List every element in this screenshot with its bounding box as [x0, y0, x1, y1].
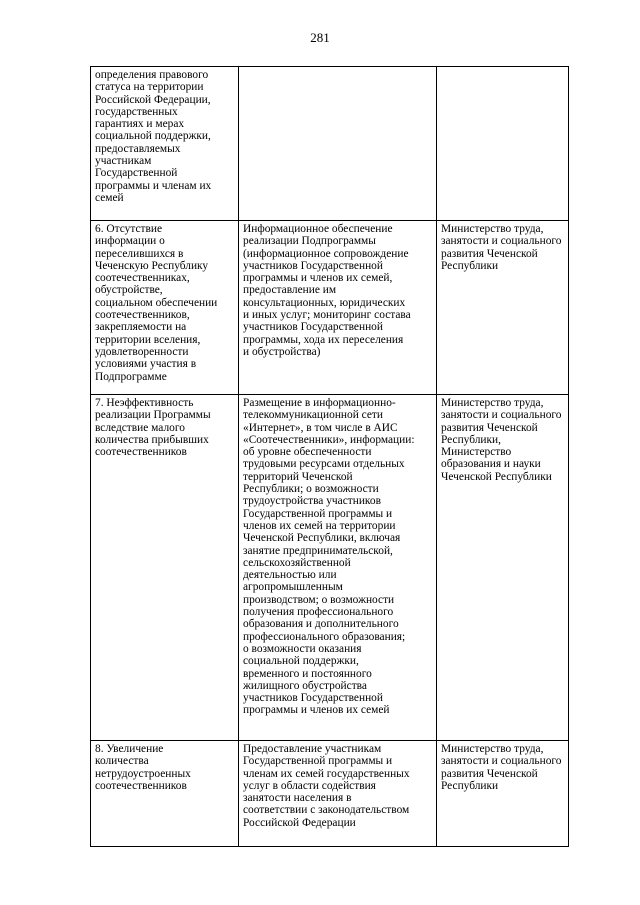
table-row: [91, 741, 569, 847]
table-row: [91, 221, 569, 395]
risk-cell: 7. Неэффективность реализации Программы вследствие малого количества прибывших соотечественников: [91, 395, 239, 741]
measures-table: [90, 66, 569, 847]
page-number: 281: [310, 30, 330, 45]
risk-cell: 8. Увеличение количества нетрудоустроенных соотечественников: [91, 741, 239, 847]
responsible-cell: Министерство труда, занятости и социального развития Чеченской Республики, Министерство образования и науки Чеченской Республики: [437, 395, 569, 741]
responsible-cell: [437, 67, 569, 221]
risk-cell: определения правового статуса на территории Российской Федерации, государственных гарантиях и мерах социальной поддержки, предоставляемых участникам Государственной программы и членам их семей: [91, 67, 239, 221]
measure-cell: [239, 67, 437, 221]
responsible-cell: Министерство труда, занятости и социального развития Чеченской Республики: [437, 221, 569, 395]
responsible-cell: Министерство труда, занятости и социального развития Чеченской Республики: [437, 741, 569, 847]
risk-cell: 6. Отсутствие информации о переселившихся в Чеченскую Республику соотечественниках, обустройстве, социальном обеспечении соотечественников, закрепляемости на территории вселения, удовлетворенности условиями участия в Подпрограмме: [91, 221, 239, 395]
table-row: [91, 67, 569, 221]
measure-cell: Размещение в информационно- телекоммуникационной сети «Интернет», в том числе в АИС «Соотечественники», информации: об уровне обеспеченности трудовыми ресурсами отдельных территорий Чеченской Республики; о возможности трудоустройства участников Государственной программы и членов их семей на территории Чеченской Республики, включая занятие предпринимательской, сельскохозяйственной деятельностью или агропромышленным производством; о возможности получения профессионального образования и дополнительного профессионального образования; о возможности оказания социальной поддержки, временного и постоянного жилищного обустройства участников Государственной программы и членов их семей: [239, 395, 437, 741]
table-row: [91, 395, 569, 741]
measure-cell: Предоставление участникам Государственной программы и членам их семей государственных услуг в области содействия занятости населения в соответствии с законодательством Российской Федерации: [239, 741, 437, 847]
measure-cell: Информационное обеспечение реализации Подпрограммы (информационное сопровождение участников Государственной программы и членов их семей, предоставление им консультационных, юридических и иных услуг; мониторинг состава участников Государственной программы, хода их переселения и обустройства): [239, 221, 437, 395]
